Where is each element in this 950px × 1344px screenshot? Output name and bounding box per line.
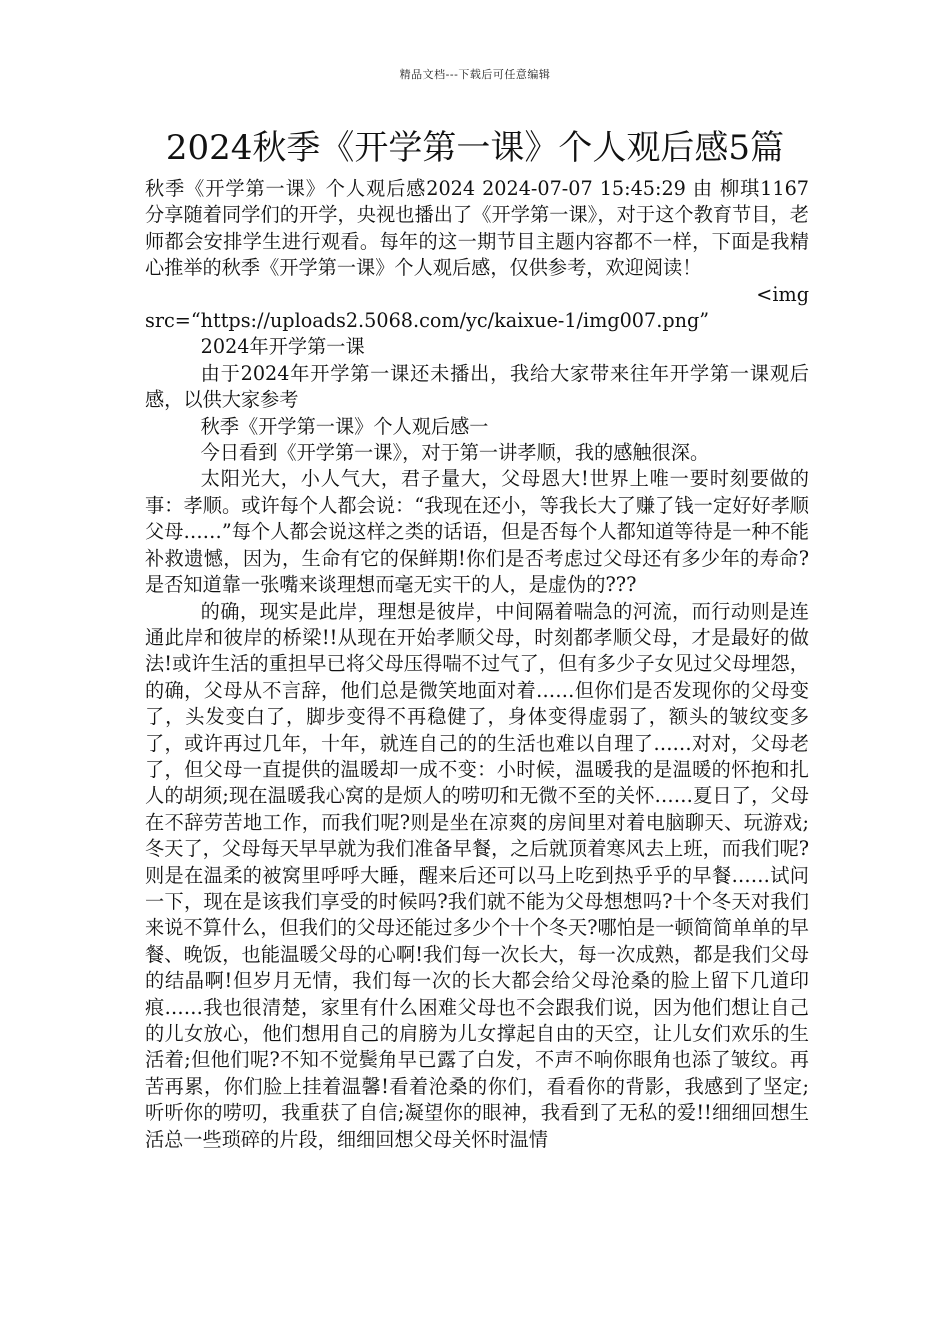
section-heading: 2024年开学第一课: [200, 335, 365, 359]
document-title: 2024秋季《开学第一课》个人观后感5篇: [165, 128, 785, 168]
image-source-text: [145, 282, 809, 335]
intro-paragraph: 秋季《开学第一课》个人观后感2024 2024-07-07 15:45:29 由 柳琪1167分享随着同学们的开学，央视也播出了《开学第一课》，对于这个教育节目，老师都会安排学生进行观看。每年的这一期节目主题内容都不一样，下面是我精心推举的秋季《开学第一课》个人观后感，仅供参考，欢迎阅读！: [145, 177, 809, 280]
document-body: [145, 176, 809, 1153]
paragraph-2: 太阳光大，小人气大，君子量大，父母恩大!世界上唯一要时刻要做的 事：孝顺。或许每个人都会说：“我现在还小，等我长大了赚了钱一定好好孝顺父母……”每个人都会说这样之类的话语，但是否每个人都知道等待是一种不能补救遗憾，因为，生命有它的保鲜期!你们是否考虑过父母还有多少年的寿命?是否知道靠一张嘴来谈理想而毫无实干的人，是虚伪的???: [145, 467, 809, 597]
paragraph-3: 的确，现实是此岸，理想是彼岸，中间隔着喘急的河流，而行动则是连通此岸和彼岸的桥梁!!从现在开始孝顺父母，时刻都孝顺父母，才是最好的做法!或许生活的重担早已将父母压得喘不过气了，但有多少子女见过父母埋怨，的确，父母从不言辞，他们总是微笑地面对着……但你们是否发现你的父母变了，头发变白了，脚步变得不再稳健了，身体变得虚弱了，额头的皱纹变多了，或许再过几年，十年，就连自己的的生活也难以自理了……对对，父母老了，但父母一直提供的温暖却一成不变：小时候，温暖我的是温暖的怀抱和扎人的胡须;现在温暖我心窝的是烦人的唠叨和无微不至的关怀……夏日了，父母在不辞劳苦地工作，而我们呢?则是坐在凉爽的房间里对着电脑聊天、玩游戏;冬天了，父母每天早早就为我们准备早餐，之后就顶着寒风去上班，而我们呢?则是在温柔的被窝里呼呼大睡，醒来后还可以马上吃到热乎乎的早餐……试问一下，现在是该我们享受的时候吗?我们就不能为父母想想吗?十个冬天对我们来说不算什么，但我们的父母还能过多少个十个冬天?哪怕是一顿简简单单的早餐、晚饭，也能温暖父母的心啊!我们每一次长大，每一次成熟，都是我们父母的结晶啊!但岁月无情，我们每一次的长大都会给父母沧桑的脸上留下几道印痕……我也很清楚，家里有什么困难父母也不会跟我们说，因为他们想让自己的儿女放心，他们想用自己的肩膀为儿女撑起自由的天空，让儿女们欢乐的生活着;但他们呢?不知不觉鬓角早已露了白发，不声不响你眼角也添了皱纹。再苦再累，你们脸上挂着温馨!看着沧桑的你们，看看你的背影，我感到了坚定;听听你的唠叨，我重获了自信;凝望你的眼神，我看到了无私的爱!!细细回想生活总一些琐碎的片段，细细回想父母关怀时温情: [145, 599, 809, 1151]
essay-title: 秋季《开学第一课》个人观后感一: [200, 414, 489, 438]
paragraph-1: 今日看到《开学第一课》，对于第一讲孝顺，我的感触很深。: [200, 441, 710, 465]
page-header-note: 精品文档---下载后可任意编辑: [399, 68, 551, 81]
img-tag-start: <img: [756, 282, 809, 306]
section-note: 由于2024年开学第一课还未播出，我给大家带来往年开学第一课观后感，以供大家参考: [145, 361, 809, 412]
img-src-line: src=“https://uploads2.5068.com/yc/kaixue-1/img007.png”: [145, 309, 710, 333]
